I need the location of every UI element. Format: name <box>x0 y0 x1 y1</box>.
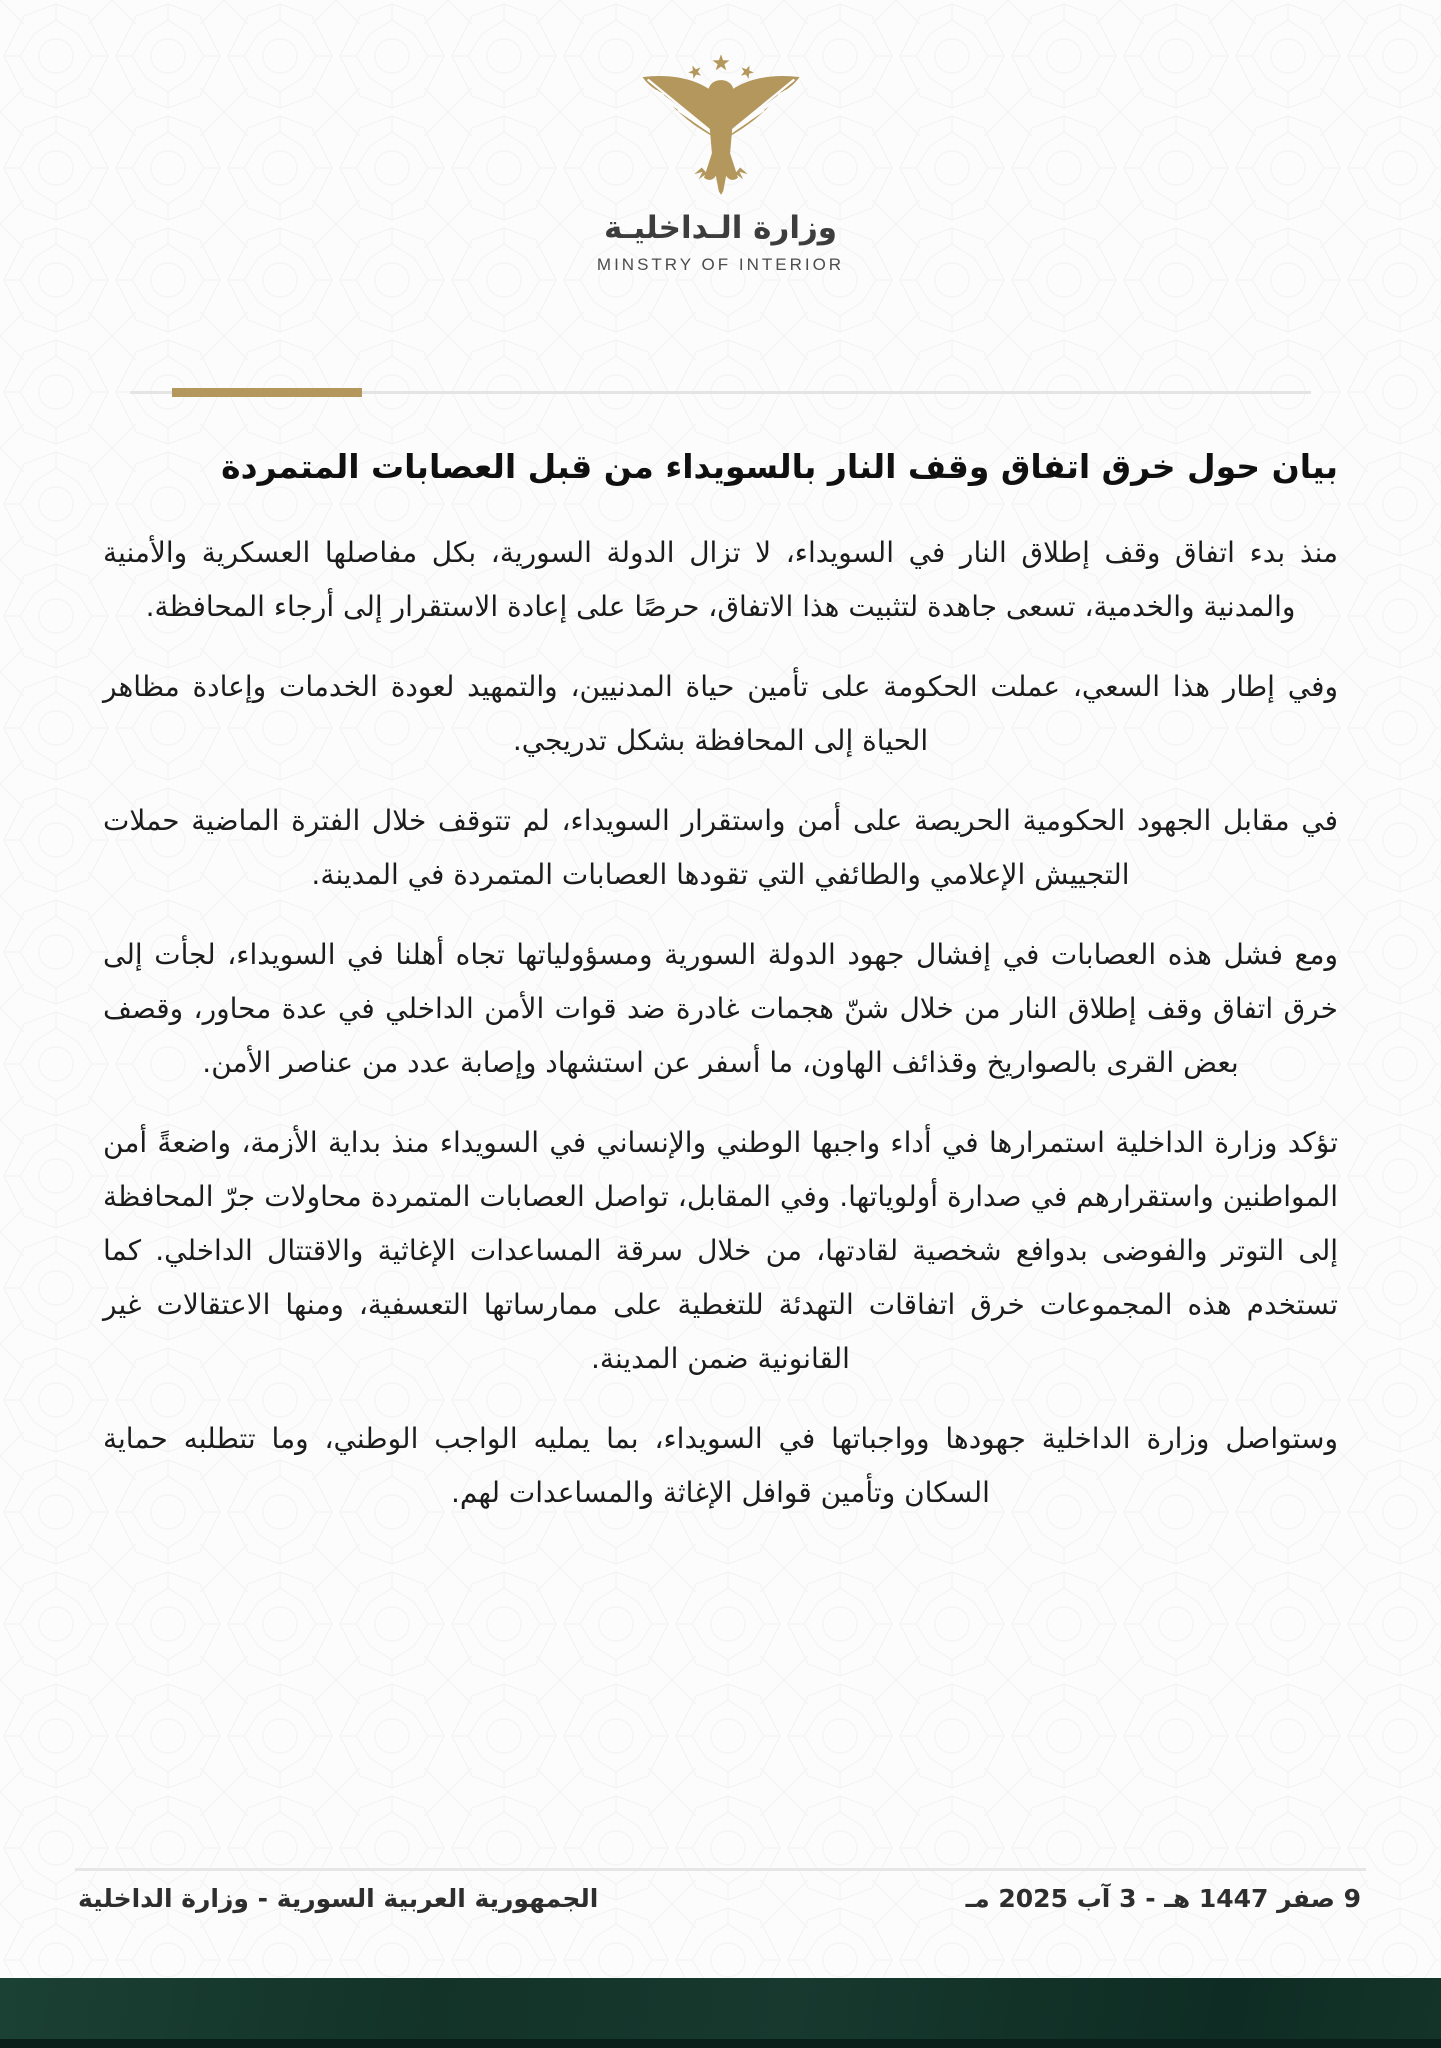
statement-paragraph: وستواصل وزارة الداخلية جهودها وواجباتها في السويداء، بما يمليه الواجب الوطني، وما تتطلبه حماية السكان وتأمين قوافل الإغاثة والمساعدات لهم. <box>103 1421 1338 1509</box>
footer-organization: الجمهورية العربية السورية - وزارة الداخلية <box>78 1884 599 1913</box>
gold-accent-bar <box>172 388 362 397</box>
statement-body <box>103 442 1338 1546</box>
star-icons <box>686 54 755 79</box>
eagle-icon <box>623 52 819 200</box>
bottom-green-band <box>0 1978 1441 2048</box>
footer-date: 9 صفر 1447 هـ - 3 آب 2025 مـ <box>965 1884 1361 1913</box>
footer <box>78 1884 1361 1913</box>
ministry-header <box>0 52 1441 275</box>
statement-paragraph: ومع فشل هذه العصابات في إفشال جهود الدولة السورية ومسؤولياتها تجاه أهلنا في السويداء، لجأت إلى خرق اتفاق وقف إطلاق النار من خلال شنّ هجمات غادرة ضد قوات الأمن الداخلي في عدة محاور، وقصف بعض القرى بالصواريخ وقذائف الهاون، ما أسفر عن استشهاد وإصابة عدد من عناصر الأمن. <box>103 937 1338 1079</box>
ministry-name-arabic: وزارة الـداخليـة <box>603 210 838 246</box>
statement-paragraph: في مقابل الجهود الحكومية الحريصة على أمن واستقرار السويداء، لم تتوقف خلال الفترة الماضية حملات التجييش الإعلامي والطائفي التي تقودها العصابات المتمردة في المدينة. <box>103 803 1338 891</box>
statement-paragraph: تؤكد وزارة الداخلية استمرارها في أداء واجبها الوطني والإنساني في السويداء منذ بداية الأزمة، واضعةً أمن المواطنين واستقرارهم في صدارة أولوياتها. وفي المقابل، تواصل العصابات المتمردة محاولات جرّ المحافظة إلى التوتر والفوضى بدوافع شخصية لقادتها، من خلال سرقة المساعدات الإغاثية والاقتتال الداخلي. كما تستخدم هذه المجموعات خرق اتفاقات التهدئة للتغطية على ممارساتها التعسفية، ومنها الاعتقالات غير القانونية ضمن المدينة. <box>103 1125 1338 1375</box>
header-divider <box>130 391 1311 394</box>
statement-paragraph: منذ بدء اتفاق وقف إطلاق النار في السويداء، لا تزال الدولة السورية، بكل مفاصلها العسكرية والأمنية والمدنية والخدمية، تسعى جاهدة لتثبيت هذا الاتفاق، حرصًا على إعادة الاستقرار إلى أرجاء المحافظة. <box>103 535 1338 623</box>
statement-paragraph: وفي إطار هذا السعي، عملت الحكومة على تأمين حياة المدنيين، والتمهيد لعودة الخدمات وإعادة مظاهر الحياة إلى المحافظة بشكل تدريجي. <box>103 669 1338 757</box>
ministry-name-english: MINSTRY OF INTERIOR <box>596 255 845 274</box>
statement-title: بيان حول خرق اتفاق وقف النار بالسويداء من قبل العصابات المتمردة <box>221 447 1338 486</box>
footer-divider <box>75 1868 1366 1871</box>
